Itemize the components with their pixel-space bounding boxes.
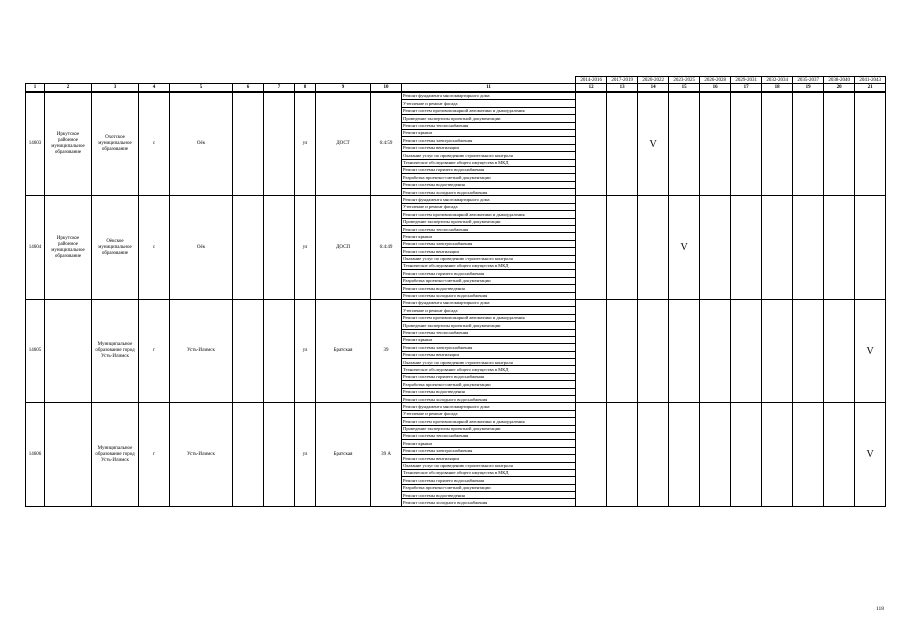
work-type-cell: Оказание услуг по проведению строительного контроля <box>402 152 576 159</box>
period-cell <box>762 196 793 299</box>
period-header-spacer <box>26 77 576 84</box>
record-locality: Усть-Илимск <box>170 299 233 402</box>
period-cell <box>762 403 793 506</box>
record-col6 <box>233 196 264 299</box>
period-mark: V <box>638 92 669 196</box>
column-number-row <box>26 84 886 93</box>
record-street: ДОСТ <box>316 92 371 196</box>
period-cell <box>731 92 762 196</box>
period-cell <box>638 403 669 506</box>
work-type-cell: Техническое обследование общего имущества в МКД <box>402 159 576 166</box>
record-locality: Усть-Илимск <box>170 403 233 506</box>
column-number-cell: 8 <box>295 84 316 93</box>
work-type-cell: Проведение экспертизы проектной документации <box>402 115 576 122</box>
work-type-cell: Ремонт системы вентиляции <box>402 455 576 462</box>
work-type-cell: Ремонт системы вентиляции <box>402 248 576 255</box>
work-type-cell: Разработка проектно-сметной документации <box>402 277 576 284</box>
work-type-cell: Ремонт системы холодного водоснабжения <box>402 189 576 196</box>
record-district <box>45 299 92 402</box>
work-type-cell: Ремонт системы водоотведения <box>402 285 576 292</box>
work-type-cell: Утепление и ремонт фасада <box>402 100 576 107</box>
period-header-cell: 2038-2040 <box>824 77 855 84</box>
record-col7 <box>264 403 295 506</box>
column-number-cell: 9 <box>316 84 371 93</box>
period-cell <box>824 92 855 196</box>
work-type-cell: Техническое обследование общего имущества в МКД <box>402 366 576 373</box>
period-cell <box>638 299 669 402</box>
work-type-cell: Ремонт фундамента многоквартирного дома <box>402 299 576 306</box>
column-number-cell: 4 <box>139 84 170 93</box>
work-type-cell: Ремонт системы электроснабжения <box>402 447 576 454</box>
work-type-cell: Ремонт системы электроснабжения <box>402 344 576 351</box>
column-number-cell: 15 <box>669 84 700 93</box>
column-number-cell: 19 <box>793 84 824 93</box>
period-cell <box>700 403 731 506</box>
record-settlement: Охотское муниципальное образование <box>92 92 139 196</box>
work-type-cell: Ремонт системы теплоснабжения <box>402 122 576 129</box>
period-cell <box>576 92 607 196</box>
work-type-cell: Ремонт системы теплоснабжения <box>402 329 576 336</box>
period-header-row <box>26 77 886 84</box>
period-cell <box>576 299 607 402</box>
work-type-cell: Ремонт системы вентиляции <box>402 351 576 358</box>
page-number: 118 <box>876 606 885 612</box>
work-type-cell: Проведение экспертизы проектной документации <box>402 218 576 225</box>
work-type-cell: Разработка проектно-сметной документации <box>402 484 576 491</box>
period-header-cell: 2020-2022 <box>638 77 669 84</box>
work-type-cell: Ремонт крыши <box>402 336 576 343</box>
period-cell <box>638 196 669 299</box>
record-street-type: ул <box>295 403 316 506</box>
period-cell <box>793 403 824 506</box>
period-mark: V <box>855 403 886 506</box>
period-mark: V <box>855 299 886 402</box>
record-col7 <box>264 196 295 299</box>
work-type-cell: Разработка проектно-сметной документации <box>402 381 576 388</box>
column-number-cell: 6 <box>233 84 264 93</box>
record-locality-type: г <box>139 299 170 402</box>
work-type-cell: Ремонт крыши <box>402 129 576 136</box>
record-street: Братская <box>316 299 371 402</box>
record-col6 <box>233 403 264 506</box>
period-header-cell: 2014-2016 <box>576 77 607 84</box>
work-type-cell: Ремонт системы водоотведения <box>402 388 576 395</box>
column-number-cell: 12 <box>576 84 607 93</box>
record-house: 6:4:49 <box>371 196 402 299</box>
work-type-cell: Оказание услуг по проведению строительного контроля <box>402 359 576 366</box>
period-cell <box>793 299 824 402</box>
record-district: Иркутское районное муниципальное образование <box>45 196 92 299</box>
period-cell <box>669 299 700 402</box>
work-type-cell: Ремонт систем противопожарной автоматики и дымоудаления <box>402 107 576 114</box>
work-type-cell: Утепление и ремонт фасада <box>402 410 576 417</box>
column-number-cell: 21 <box>855 84 886 93</box>
period-cell <box>576 196 607 299</box>
work-type-cell: Ремонт системы электроснабжения <box>402 137 576 144</box>
work-type-cell: Проведение экспертизы проектной документации <box>402 425 576 432</box>
column-number-cell: 11 <box>402 84 576 93</box>
record-house: 39 <box>371 299 402 402</box>
record-street-type: ул <box>295 92 316 196</box>
column-number-cell: 1 <box>26 84 45 93</box>
work-type-cell: Ремонт системы горячего водоснабжения <box>402 373 576 380</box>
work-type-cell: Ремонт системы горячего водоснабжения <box>402 166 576 173</box>
period-cell <box>731 196 762 299</box>
column-number-cell: 16 <box>700 84 731 93</box>
period-cell <box>607 403 638 506</box>
period-cell <box>793 196 824 299</box>
record-street-type: ул <box>295 299 316 402</box>
period-cell <box>855 196 886 299</box>
work-type-cell: Ремонт системы холодного водоснабжения <box>402 396 576 403</box>
record-settlement: Оёкское муниципальное образование <box>92 196 139 299</box>
column-number-cell: 20 <box>824 84 855 93</box>
work-type-cell: Ремонт фундамента многоквартирного дома <box>402 92 576 100</box>
period-cell <box>731 299 762 402</box>
work-type-cell: Ремонт системы водоотведения <box>402 181 576 188</box>
record-locality-type: с <box>139 92 170 196</box>
record-col6 <box>233 299 264 402</box>
record-id: 14603 <box>26 92 45 196</box>
work-type-cell: Проведение экспертизы проектной документации <box>402 322 576 329</box>
work-type-cell: Ремонт системы вентиляции <box>402 144 576 151</box>
record-locality-type: с <box>139 196 170 299</box>
work-type-cell: Ремонт системы горячего водоснабжения <box>402 270 576 277</box>
period-cell <box>762 92 793 196</box>
work-type-cell: Ремонт систем противопожарной автоматики и дымоудаления <box>402 314 576 321</box>
period-header-cell: 2041-2043 <box>855 77 886 84</box>
period-header-cell: 2035-2037 <box>793 77 824 84</box>
work-type-cell: Ремонт системы горячего водоснабжения <box>402 477 576 484</box>
period-cell <box>669 92 700 196</box>
work-type-cell: Техническое обследование общего имущества в МКД <box>402 262 576 269</box>
period-cell <box>824 403 855 506</box>
table-row <box>26 196 886 203</box>
record-locality: Оёк <box>170 196 233 299</box>
record-settlement: Муниципальное образование город Усть-Илимск <box>92 299 139 402</box>
work-type-cell: Оказание услуг по проведению строительного контроля <box>402 255 576 262</box>
period-cell <box>824 299 855 402</box>
period-header-cell: 2032-2034 <box>762 77 793 84</box>
work-type-cell: Утепление и ремонт фасада <box>402 203 576 210</box>
period-header-cell: 2017-2019 <box>607 77 638 84</box>
period-cell <box>824 196 855 299</box>
record-col7 <box>264 299 295 402</box>
work-type-cell: Ремонт фундамента многоквартирного дома <box>402 196 576 203</box>
period-cell <box>793 92 824 196</box>
period-cell <box>576 403 607 506</box>
column-number-cell: 13 <box>607 84 638 93</box>
period-cell <box>700 92 731 196</box>
work-type-cell: Ремонт систем противопожарной автоматики и дымоудаления <box>402 211 576 218</box>
period-cell <box>607 92 638 196</box>
period-cell <box>855 92 886 196</box>
column-number-cell: 14 <box>638 84 669 93</box>
period-mark: V <box>669 196 700 299</box>
record-locality: Оёк <box>170 92 233 196</box>
work-type-cell: Ремонт системы холодного водоснабжения <box>402 292 576 299</box>
record-locality-type: г <box>139 403 170 506</box>
record-district <box>45 403 92 506</box>
column-number-cell: 2 <box>45 84 92 93</box>
record-district: Иркутское районное муниципальное образование <box>45 92 92 196</box>
record-id: 14604 <box>26 196 45 299</box>
period-cell <box>607 196 638 299</box>
period-header-cell: 2029-2031 <box>731 77 762 84</box>
period-cell <box>700 196 731 299</box>
table-row <box>26 299 886 306</box>
period-header-cell: 2023-2025 <box>669 77 700 84</box>
record-street-type: ул <box>295 196 316 299</box>
column-number-cell: 17 <box>731 84 762 93</box>
period-cell <box>700 299 731 402</box>
table-row <box>26 92 886 100</box>
record-house: 6:4:59 <box>371 92 402 196</box>
record-col7 <box>264 92 295 196</box>
record-settlement: Муниципальное образование город Усть-Илимск <box>92 403 139 506</box>
work-type-cell: Ремонт фундамента многоквартирного дома <box>402 403 576 410</box>
period-cell <box>762 299 793 402</box>
column-number-cell: 3 <box>92 84 139 93</box>
record-street: ДОСП <box>316 196 371 299</box>
column-number-cell: 10 <box>371 84 402 93</box>
work-type-cell: Разработка проектно-сметной документации <box>402 174 576 181</box>
period-header-cell: 2026-2028 <box>700 77 731 84</box>
column-number-cell: 5 <box>170 84 233 93</box>
work-type-cell: Ремонт крыши <box>402 440 576 447</box>
record-id: 14605 <box>26 299 45 402</box>
work-type-cell: Ремонт системы водоотведения <box>402 492 576 499</box>
work-type-cell: Ремонт систем противопожарной автоматики и дымоудаления <box>402 418 576 425</box>
period-cell <box>731 403 762 506</box>
capital-repair-schedule-table <box>25 76 886 507</box>
work-type-cell: Техническое обследование общего имущества в МКД <box>402 469 576 476</box>
work-type-cell: Ремонт системы электроснабжения <box>402 240 576 247</box>
work-type-cell: Ремонт системы теплоснабжения <box>402 226 576 233</box>
record-id: 14606 <box>26 403 45 506</box>
column-number-cell: 7 <box>264 84 295 93</box>
table-row <box>26 403 886 410</box>
work-type-cell: Утепление и ремонт фасада <box>402 307 576 314</box>
work-type-cell: Ремонт системы теплоснабжения <box>402 432 576 439</box>
work-type-cell: Ремонт системы холодного водоснабжения <box>402 499 576 506</box>
period-cell <box>669 403 700 506</box>
record-street: Братская <box>316 403 371 506</box>
record-col6 <box>233 92 264 196</box>
column-number-cell: 18 <box>762 84 793 93</box>
work-type-cell: Ремонт крыши <box>402 233 576 240</box>
work-type-cell: Оказание услуг по проведению строительного контроля <box>402 462 576 469</box>
period-cell <box>607 299 638 402</box>
record-house: 39 А <box>371 403 402 506</box>
